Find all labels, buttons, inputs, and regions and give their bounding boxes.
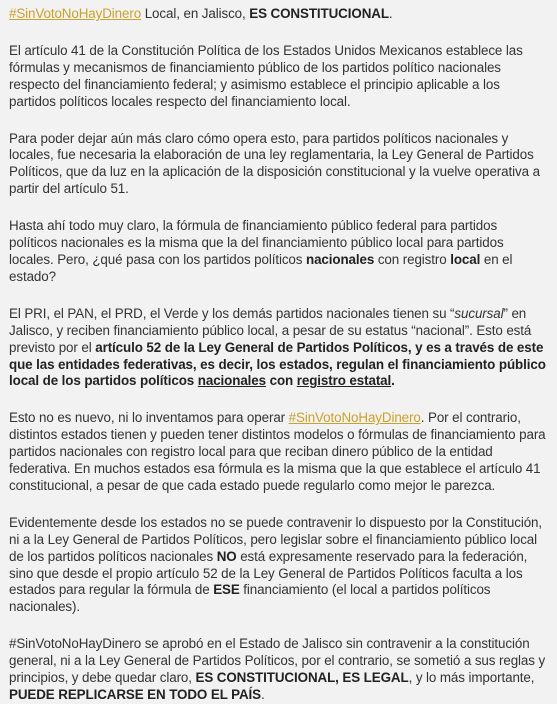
text-run: El artículo 41 de la Constitución Política de los Estados Unidos Mexicanos establece las fórmulas y mecanismos de financiamiento público de los partidos político nacionales respecto del financiamiento federal; y asimismo establece el principio aplicable a los partidos políticos locales respecto del financiamiento local. — [9, 42, 523, 109]
paragraph-articulo-52 — [9, 306, 548, 391]
text-run: se aprobó en el Estado de Jalisco sin contravenir a la constitución general, ni a la Ley General de Partidos Políticos, por el contrario, se sometió a sus reglas y principios, y debe quedar claro, — [9, 636, 546, 686]
bold-text — [198, 373, 266, 388]
paragraph-ley-reglamentaria — [9, 131, 548, 199]
underlined-bold-text: registro estatal — [296, 373, 392, 389]
bold-text: con — [266, 373, 297, 389]
text-run: Local, en Jalisco, — [141, 6, 250, 21]
bold-text: PUEDE REPLICARSE EN TODO EL PAÍS — [9, 687, 262, 702]
underlined-bold-text: nacionales — [197, 373, 266, 389]
paragraph-article-41 — [9, 43, 548, 111]
bold-text: ES CONSTITUCIONAL, ES LEGAL — [195, 670, 409, 686]
bold-text: . — [391, 373, 395, 389]
text-run: . Por el contrario, distintos estados tienen y pueden tener distintos modelos o fórmulas de financiamiento para partidos nacionales con registro local para que reciban dinero público de la entidad federativa. En muchos estados esa fórmula es la misma que la que establece el artículo 41 constitucional, a pesar de que cada estado puede regularlo como mejor le parezca. — [9, 410, 546, 493]
italic-text: sucursal — [454, 305, 504, 321]
text-run: financiamiento (el local a partidos políticos nacionales). — [9, 582, 491, 615]
text-run: . — [388, 6, 393, 21]
bold-text: ES CONSTITUCIONAL — [249, 6, 389, 21]
text-run: Para poder dejar aún más claro cómo opera esto, para partidos políticos nacionales y locales, fue necesaria la elaboración de una ley reglamentaria, la Ley General de Partidos Políticos, que da luz en la aplicación de la disposición constitucional y la vuelve operativa a partir del artículo 51. — [9, 130, 540, 197]
bold-text: nacionales — [306, 251, 375, 267]
text-run: Evidentemente desde los estados no se puede contravenir lo dispuesto por la Constitución, ni a la Ley General de Partidos Políticos, pero legislar sobre el financiamiento público local de los partidos políticos nacionales — [9, 514, 543, 564]
bold-text — [297, 373, 391, 388]
paragraph-intro — [9, 6, 548, 23]
bold-text: NO — [216, 548, 237, 564]
text-run: Hasta ahí todo muy claro, la fórmula de financiamiento público federal para partidos políticos nacionales es la misma que la del financiamiento público local para partidos locales. Pero, ¿qué pasa con los partidos políticos — [9, 218, 504, 267]
text-run: El PRI, el PAN, el PRD, el Verde y los demás partidos nacionales tienen su “ — [9, 305, 455, 321]
bold-text: artículo 52 de la Ley General de Partidos Políticos, y es a través de este que las entidades federativas, es decir, los estados, regulan el financiamiento público local de los partidos políticos — [9, 339, 546, 389]
hashtag-link[interactable]: #SinVotoNoHayDinero — [288, 410, 421, 426]
hashtag-link[interactable]: #SinVotoNoHayDinero — [9, 6, 142, 21]
text-run: está expresamente reservado para la federación, sino que desde el propio artículo 52 de la Ley General de Partidos Políticos faculta a los estados para regular la fórmula de — [9, 548, 528, 598]
text-run: , y lo más importante, — [408, 670, 535, 686]
text-run: Esto no es nuevo, ni lo inventamos para operar — [9, 410, 289, 426]
hashtag-link[interactable]: #SinVotoNoHayDinero — [9, 636, 142, 652]
bold-text: ESE — [213, 582, 240, 598]
text-run: ” en Jalisco, y reciben financiamiento público local, a pesar de su estatus “nacional”. Esto está previsto por el — [9, 305, 532, 355]
bold-text: local — [450, 251, 481, 267]
paragraph-no-es-nuevo — [9, 410, 548, 495]
text-run: en el estado? — [9, 251, 513, 284]
paragraph-conclusion — [9, 636, 548, 704]
text-run: con registro — [374, 251, 451, 267]
text-run: . — [261, 687, 265, 702]
paragraph-question — [9, 218, 548, 286]
paragraph-evidentemente — [9, 515, 548, 616]
